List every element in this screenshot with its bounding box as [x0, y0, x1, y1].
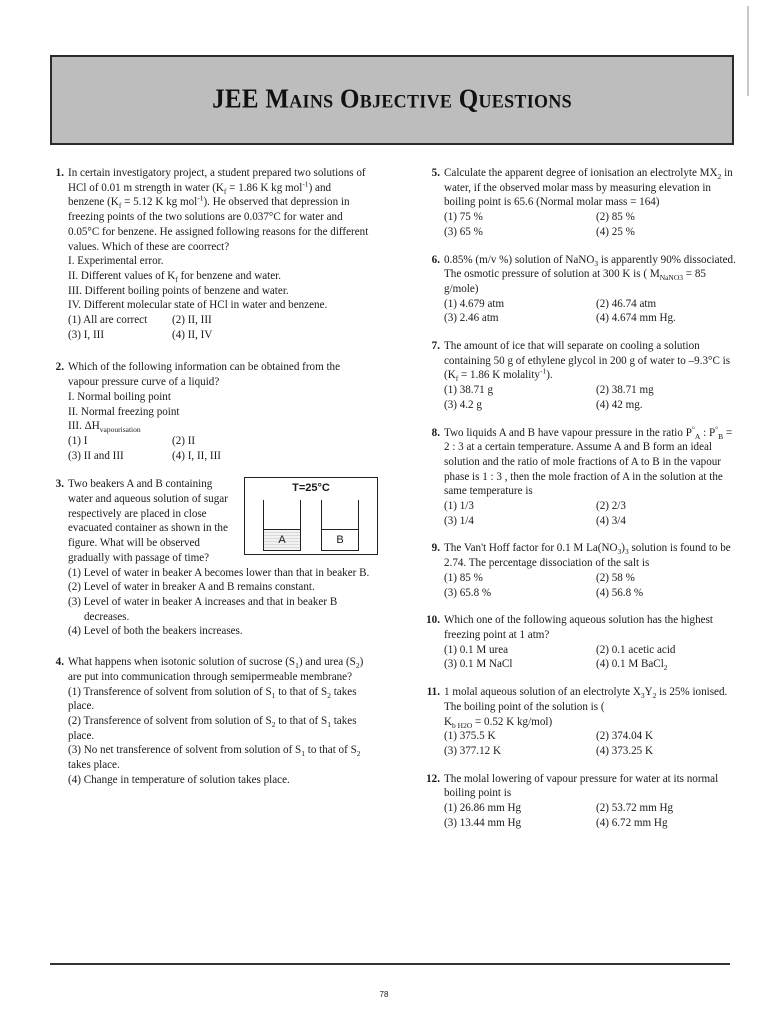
question-stem: The Van't Hoff factor for 0.1 M $La(NO_3)_3$ solution is found to be 2.74. The percentage dissociation of the salt is: [444, 542, 731, 570]
question-3: [30, 477, 370, 639]
option-1: (1) Level of water in beaker A becomes lower than that in beaker B.: [68, 566, 370, 579]
option-1: (1) 375.5 K: [444, 730, 496, 743]
option-1: (1) 0.1 M urea: [444, 643, 509, 656]
option-3: (3) 1/4: [444, 514, 474, 527]
question-5: [406, 166, 740, 240]
options: [444, 571, 740, 600]
options: [68, 313, 268, 342]
option-3: (3) 65 %: [444, 225, 483, 238]
statement: II. Normal freezing point: [68, 405, 180, 418]
option-2: (2) 46.74 atm: [596, 297, 657, 310]
option-3: (3) 65.8 %: [444, 586, 492, 599]
options: [68, 434, 268, 463]
option-2: (2) 2/3: [596, 500, 626, 513]
question-stem: In certain investigatory project, a student prepared two solutions of HCl of 0.01 m strength in water ($K_f = 1.86$ K kg mol$^{-1}$) and benzene ($K_f = 5.12$ K kg mol$^{-1}$). He observed that depression in freezing points of the two solutions are 0.037°C for water and 0.05°C for benzene. He assigned following reasons for the different values. Which of these are coorrect?: [68, 167, 369, 253]
option-2: (2) II, III: [172, 314, 212, 327]
question-stem: 0.85% (m/v %) solution of NaNO$_3$ is apparently 90% dissociated. The osmotic pressure of solution at 300 K is ( $M_{NaNO3} = 85$ g/mole): [444, 253, 736, 295]
question-number: 11 .: [406, 685, 440, 700]
option-2: (2) 0.1 acetic acid: [596, 643, 676, 656]
option-4: (4) I, II, III: [172, 449, 221, 462]
beaker-a: [263, 500, 301, 551]
option-4: (4) 3/4: [596, 514, 626, 527]
option-3: (3) I, III: [68, 328, 105, 341]
option-2: (2) 85 %: [596, 211, 635, 224]
option-4: (4) II, IV: [172, 328, 213, 341]
question-stem: Two beakers A and B containing water and aqueous solution of sugar respectively are placed in close evacuated container as shown in the figure. What will be observed gradually with passage of time?: [68, 478, 228, 564]
question-4: [30, 655, 370, 787]
question-number: 2 .: [30, 360, 64, 375]
footer-divider: [50, 963, 730, 965]
option-4: (4) 56.8 %: [596, 586, 644, 599]
question-number: 8 .: [406, 426, 440, 441]
option-3: (3) No net transference of solvent from solution of $S_1$ to that of $S_2$ takes place.: [68, 744, 361, 772]
beaker-a-liquid: A: [264, 529, 300, 550]
question-stem: Which of the following information can be obtained from the vapour pressure curve of a liquid?: [68, 361, 341, 389]
option-2: (2) II: [172, 434, 196, 447]
beaker-b-liquid: B: [322, 529, 358, 550]
option-3: (3) 377.12 K: [444, 744, 502, 757]
statement: I. Normal boiling point: [68, 390, 171, 403]
question-8: [406, 423, 740, 529]
option-3: (3) 4.2 g: [444, 398, 482, 411]
question-number: 5 .: [406, 166, 440, 181]
beaker-figure: [244, 477, 378, 555]
option-3: (3) 0.1 M NaCl: [444, 658, 513, 671]
question-number: 6 .: [406, 253, 440, 268]
option-1: (1) 75 %: [444, 211, 483, 224]
question-9: [406, 541, 740, 600]
option-4: (4) 6.72 mm Hg: [596, 816, 668, 829]
right-column: [406, 166, 740, 843]
options: [444, 210, 740, 239]
option-2: (2) Level of water in breaker A and B remains constant.: [68, 581, 315, 594]
options: [444, 383, 740, 412]
question-number: 1 .: [30, 166, 64, 181]
question-stem: Which one of the following aqueous solution has the highest freezing point at 1 atm?: [444, 614, 713, 641]
option-2: (2) 374.04 K: [596, 730, 654, 743]
question-6: [406, 253, 740, 327]
statement: IV. Different molecular state of HCl in water and benzene.: [68, 299, 328, 312]
options: [444, 297, 740, 326]
question-stem: What happens when isotonic solution of sucrose $(S_1)$ and urea $(S_2)$ are put into communication through semipermeable membrane?: [68, 656, 364, 683]
options: [444, 643, 740, 672]
question-2: [30, 360, 370, 463]
options: [444, 729, 740, 758]
option-2: (2) 53.72 mm Hg: [596, 802, 674, 815]
option-1: (1) I: [68, 434, 88, 447]
question-number: 12 .: [406, 772, 440, 787]
title-banner: [50, 55, 734, 145]
question-number: 4 .: [30, 655, 64, 670]
statement: III. Different boiling points of benzene and water.: [68, 284, 289, 297]
question-stem: 1 molal aqueous solution of an electrolyte $X_3Y_2$ is 25% ionised. The boiling point of the solution is ( $K_{b H2O} = 0.52$ K kg/mol): [444, 686, 728, 730]
options: [444, 801, 740, 830]
option-2: (2) 38.71 mg: [596, 384, 654, 397]
question-stem: Calculate the apparent degree of ionisation an electrolyte $MX_2$ in water, if the observed molar mass by measuring elevation in boiling point is 65.6 (Normal molar mass = 164): [444, 167, 733, 209]
question-stem: The molal lowering of vapour pressure for water at its normal boiling point is: [444, 772, 719, 800]
option-4: (4) 0.1 M BaCl$_2$: [596, 658, 668, 673]
option-2: (2) Transference of solvent from solution of $S_2$ to that of $S_1$ takes place.: [68, 714, 357, 742]
left-column: [30, 166, 370, 800]
question-number: 10 .: [406, 613, 440, 628]
beaker-b: [321, 500, 359, 551]
options: [444, 499, 740, 528]
page-title: JEE Mains Objective Questions: [212, 84, 572, 115]
statement: I. Experimental error.: [68, 255, 164, 268]
question-number: 7 .: [406, 339, 440, 354]
option-1: (1) 85 %: [444, 571, 483, 584]
option-1: (1) All are correct: [68, 314, 148, 327]
page-number: 78: [379, 990, 389, 999]
option-2: (2) 58 %: [596, 571, 635, 584]
option-1: (1) 1/3: [444, 500, 474, 513]
option-4: (4) Change in temperature of solution takes place.: [68, 773, 290, 786]
question-number: 9 .: [406, 541, 440, 556]
question-1: [30, 166, 370, 342]
scan-edge-line: [747, 6, 749, 96]
option-1: (1) 26.86 mm Hg: [444, 802, 522, 815]
question-11: [406, 685, 740, 759]
statement: III. $\Delta H_{vapourisation}$: [68, 420, 141, 435]
question-stem: The amount of ice that will separate on cooling a solution containing 50 g of ethylene glycol in 200 g of water to –9.3°C is ($K_f = 1.86$ K molality$^{-1}$).: [444, 340, 731, 384]
question-stem: Two liquids A and B have vapour pressure in the ratio $P^\circ_A$ : $P^\circ_B = 2$ : 3 at a certain temperature. Assume A and B form an ideal solution and the ratio of mole fractions of A to B in the vapour phase is 1 : 3 , then the mole fraction of A in the solution at the same temperature is: [444, 423, 733, 498]
question-12: [406, 772, 740, 831]
temperature-label: T=25°C: [292, 482, 330, 495]
option-4: (4) Level of both the beakers increases.: [68, 625, 243, 638]
option-3: (3) 13.44 mm Hg: [444, 816, 522, 829]
question-number: 3 .: [30, 477, 64, 492]
option-1: (1) 38.71 g: [444, 384, 493, 397]
option-4: (4) 373.25 K: [596, 744, 654, 757]
option-4: (4) 4.674 mm Hg.: [596, 312, 676, 325]
option-1: (1) Transference of solvent from solution of $S_1$ to that of $S_2$ takes place.: [68, 685, 357, 713]
option-4: (4) 42 mg.: [596, 398, 643, 411]
option-3: (3) Level of water in beaker A increases and that in beaker B decreases.: [68, 595, 338, 623]
option-3: (3) II and III: [68, 449, 124, 462]
option-3: (3) 2.46 atm: [444, 312, 499, 325]
question-7: [406, 339, 740, 413]
option-1: (1) 4.679 atm: [444, 297, 505, 310]
question-10: [406, 613, 740, 672]
option-4: (4) 25 %: [596, 225, 635, 238]
statement: II. Different values of $K_f$ for benzene and water.: [68, 269, 281, 285]
